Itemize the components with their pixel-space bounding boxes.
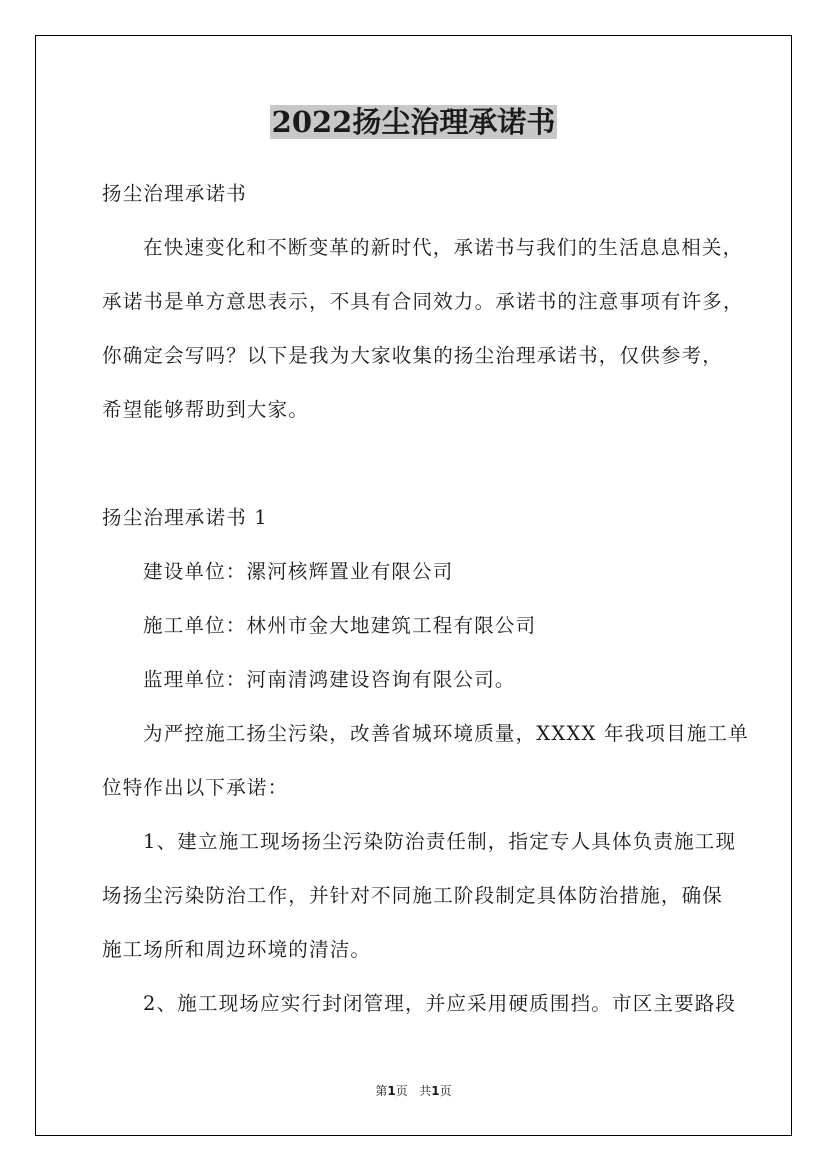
footer-page-prefix: 第 (375, 1084, 388, 1098)
paragraph-line: 场扬尘污染防治工作，并针对不同施工阶段制定具体防治措施，确保 (102, 884, 724, 907)
paragraph-line: 施工场所和周边环境的清洁。 (102, 938, 372, 961)
paragraph-line: 建设单位：漯河核辉置业有限公司 (143, 560, 454, 583)
footer-page-suffix: 页 (439, 1084, 452, 1098)
paragraph-line: 为严控施工扬尘污染，改善省城环境质量，XXXX 年我项目施工单 (143, 722, 749, 745)
section-heading: 扬尘治理承诺书 1 (102, 506, 268, 529)
paragraph-line: 施工单位：林州市金大地建筑工程有限公司 (143, 614, 537, 637)
paragraph-line: 承诺书是单方意思表示，不具有合同效力。承诺书的注意事项有许多， (102, 290, 744, 313)
paragraph-line: 希望能够帮助到大家。 (102, 398, 310, 421)
paragraph-line: 2、施工现场应实行封闭管理，并应采用硬质围挡。市区主要路段 (143, 992, 737, 1015)
paragraph-line: 1、建立施工现场扬尘污染防治责任制，指定专人具体负责施工现 (143, 830, 737, 853)
paragraph-line: 你确定会写吗？以下是我为大家收集的扬尘治理承诺书，仅供参考， (102, 344, 724, 367)
section-heading: 扬尘治理承诺书 (102, 182, 247, 205)
document-title-text: 2022扬尘治理承诺书 (271, 105, 556, 139)
paragraph-line: 位特作出以下承诺： (102, 776, 289, 799)
footer-page-total: 1 (431, 1084, 440, 1098)
page-footer (0, 1083, 827, 1099)
footer-page-current: 1 (387, 1084, 396, 1098)
paragraph-line: 监理单位：河南清鸿建设咨询有限公司。 (143, 668, 516, 691)
paragraph-line: 在快速变化和不断变革的新时代，承诺书与我们的生活息息相关， (143, 236, 744, 259)
document-title (0, 101, 827, 143)
footer-page-mid: 页 共 (395, 1084, 432, 1098)
